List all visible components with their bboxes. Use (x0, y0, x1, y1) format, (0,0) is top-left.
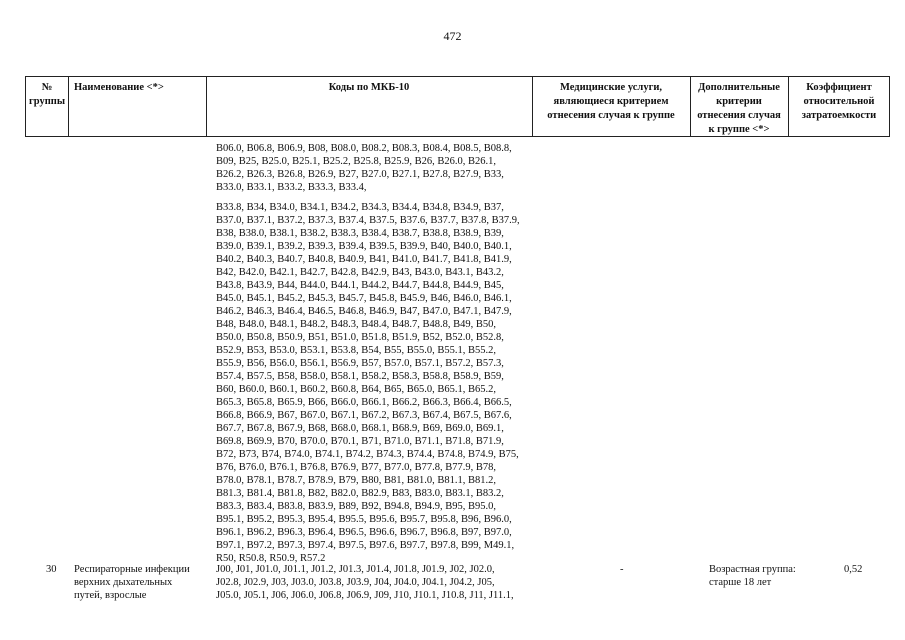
col-divider-2 (206, 76, 207, 137)
col-divider-4 (690, 76, 691, 137)
icd-codes-continuation-2: B33.8, B34, B34.0, B34.1, B34.2, B34.3, B34.4, B34.8, B34.9, B37, B37.0, B37.1, B37.2, B37.3, B37.4, B37.5, B37.6, B37.7, B37.8, B37.9, B38, B38.0, B38.1, B38.2, B38.3, B38.4, B38.7, B38.8, B38.9, B39, B39.0, B39.1, B39.2, B39.3, B39.4, B39.5, B39.9, B40, B40.0, B40.1, B40.2, B40.3, B40.7, B40.8, B40.9, B41, B41.0, B41.7, B41.8, B41.9, B42, B42.0, B42.1, B42.7, B42.8, B42.9, B43, B43.0, B43.1, B43.2, B43.8, B43.9, B44, B44.0, B44.1, B44.2, B44.7, B44.8, B44.9, B45, B45.0, B45.1, B45.2, B45.3, B45.7, B45.8, B45.9, B46, B46.0, B46.1, B46.2, B46.3, B46.4, B46.5, B46.8, B46.9, B47, B47.0, B47.1, B47.9, B48, B48.0, B48.1, B48.2, B48.3, B48.4, B48.7, B48.8, B49, B50, B50.0, B50.8, B50.9, B51, B51.0, B51.8, B51.9, B52, B52.0, B52.8, B52.9, B53, B53.0, B53.1, B53.8, B54, B55, B55.0, B55.1, B55.2, B55.9, B56, B56.0, B56.1, B56.9, B57, B57.0, B57.1, B57.2, B57.3, B57.4, B57.5, B58, B58.0, B58.1, B58.2, B58.3, B58.8, B58.9, B59, B60, B60.0, B60.1, B60.2, B60.8, B64, B65, B65.0, B65.1, B65.2, B65.3, B65.8, B65.9, B66, B66.0, B66.1, B66.2, B66.3, B66.4, B66.5, B66.8, B66.9, B67, B67.0, B67.1, B67.2, B67.3, B67.4, B67.5, B67.6, B67.7, B67.8, B67.9, B68, B68.0, B68.1, B68.9, B69, B69.0, B69.1, B69.8, B69.9, B70, B70.0, B70.1, B71, B71.0, B71.1, B71.8, B71.9, B72, B73, B74, B74.0, B74.1, B74.2, B74.3, B74.4, B74.8, B74.9, B75, B76, B76.0, B76.1, B76.8, B76.9, B77, B77.0, B77.8, B77.9, B78, B78.0, B78.1, B78.7, B78.9, B79, B80, B81, B81.0, B81.1, B81.2, B81.3, B81.4, B81.8, B82, B82.0, B82.9, B83, B83.0, B83.1, B83.2, B83.3, B83.4, B83.8, B83.9, B89, B92, B94.8, B94.9, B95, B95.0, B95.1, B95.2, B95.3, B95.4, B95.5, B95.6, B95.7, B95.8, B96, B96.0, B96.1, B96.2, B96.3, B96.4, B96.5, B96.6, B96.7, B96.8, B97, B97.0, B97.1, B97.2, B97.3, B97.4, B97.5, B97.6, B97.7, B97.8, B99, M49.1, R50, R50.8, R50.9, R57.2 (216, 202, 520, 564)
col-divider-1 (68, 76, 69, 137)
header-additional-criteria: Дополнительные критерии отнесения случая к группе <*> (697, 82, 781, 135)
col-divider-5 (788, 76, 789, 137)
header-cost-coefficient: Коэффициент относительной затратоемкости (801, 82, 877, 121)
icd-codes-continuation-1: B06.0, B06.8, B06.9, B08, B08.0, B08.2, B08.3, B08.4, B08.5, B08.8, B09, B25, B25.0, B25.1, B25.2, B25.8, B25.9, B26, B26.0, B26.1, B26.2, B26.3, B26.8, B26.9, B27, B27.0, B27.1, B27.8, B27.9, B33, B33.0, B33.1, B33.2, B33.3, B33.4, (216, 143, 512, 193)
row30-medical-services: - (620, 564, 624, 575)
header-name: Наименование <*> (74, 82, 164, 93)
table-right-border (889, 76, 890, 137)
header-icd-codes: Коды по МКБ-10 (328, 82, 410, 93)
col-divider-3 (532, 76, 533, 137)
row30-additional-criteria: Возрастная группа: старше 18 лет (709, 564, 796, 588)
row30-name: Респираторные инфекции верхних дыхательных путей, взрослые (74, 564, 190, 601)
header-medical-services: Медицинские услуги, являющиеся критерием отнесения случая к группе (547, 82, 675, 121)
table-left-border (25, 76, 26, 137)
page-number: 472 (443, 29, 462, 43)
row30-cost-coefficient: 0,52 (844, 564, 863, 575)
header-group-number: № группы (29, 82, 66, 107)
table-top-border (25, 76, 890, 77)
row30-group-number: 30 (46, 564, 57, 575)
row30-icd-codes: J00, J01, J01.0, J01.1, J01.2, J01.3, J01.4, J01.8, J01.9, J02, J02.0, J02.8, J02.9, J03, J03.0, J03.8, J03.9, J04, J04.0, J04.1, J04.2, J05, J05.0, J05.1, J06, J06.0, J06.8, J06.9, J09, J10, J10.1, J10.8, J11, J11.1, (216, 564, 514, 601)
